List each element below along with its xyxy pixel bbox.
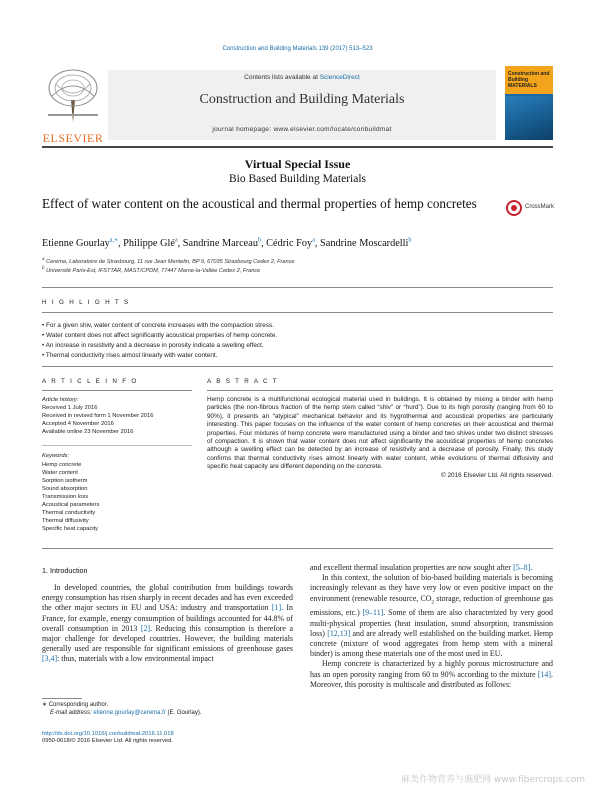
keyword: Thermal diffusivity (42, 518, 89, 525)
citation-link[interactable]: [2] (140, 623, 151, 633)
crossmark-label: CrossMark (525, 204, 555, 210)
crossmark-icon (506, 200, 522, 216)
email-link[interactable]: etienne.gourlay@cerema.fr (93, 710, 166, 716)
author: Sandrine Marceau$^b$, (182, 238, 267, 250)
email-label: E-mail address: (50, 710, 92, 716)
footnote: ∗ Corresponding author. E-mail address: etienne.gourlay@cerema.fr (E. Gourlay). (42, 702, 202, 716)
contents-line (108, 74, 496, 81)
doi-link[interactable]: http://dx.doi.org/10.1016/j.conbuildmat.2016.11.018 (42, 731, 174, 737)
keyword: Acoustical parameters (42, 502, 100, 509)
citation-link[interactable]: [9–11] (362, 608, 384, 618)
elsevier-logo (42, 66, 104, 145)
highlight-item: • Thermal conductivity rises almost linearly with water content. (42, 351, 553, 361)
citation-link[interactable]: [14] (537, 669, 552, 679)
journal-homepage (108, 126, 496, 133)
author: Cédric Foy$^a$, (266, 238, 321, 250)
abstract (207, 396, 553, 480)
bottom-reference (42, 731, 342, 746)
author-list (42, 237, 553, 249)
special-issue-subtitle: Bio Based Building Materials (228, 173, 367, 185)
history-label: Article history: (42, 397, 79, 403)
paragraph: In developed countries, the global contribution from buildings towards energy consumption has risen sharply in recent decades and has even exceeded the other major sectors in EU and USA: industry and transportation [1]. In France, for example, energy consumption of buildings accounted for 44.8% of overall consumption in 2013 [2]. Reducing this consumption is therefore a major challenge for developed countries. However, the building materials generally used are responsible for significant emissions of greenhouse gases [3,4]: thus, materials with a low environmental impact (42, 583, 293, 664)
divider (207, 390, 553, 391)
corresponding-author: Corresponding author. (48, 702, 109, 708)
history-item: Received 1 July 2016 (42, 405, 98, 412)
divider (42, 366, 553, 367)
highlight-item: • An increase in resistivity and a decrease in porosity indicate a swelling effect. (42, 341, 553, 351)
author-affiliation-link[interactable]: a,∗ (109, 238, 119, 244)
highlights-heading: H I G H L I G H T S (42, 299, 130, 306)
divider (42, 312, 553, 313)
intro-left-column (42, 583, 293, 665)
highlights-list (42, 321, 553, 361)
affiliation: $^b$ Université Paris-Est, IFSTTAR, MAST/CPDM, 77447 Marne-la-Vallée Cedex 2, France (42, 265, 261, 274)
article-title: Effect of water content on the acoustical and thermal properties of hemp concretes (42, 196, 477, 211)
elsevier-wordmark: ELSEVIER (42, 131, 104, 145)
homepage-prefix: journal homepage: (212, 126, 272, 133)
journal-reference[interactable]: Construction and Building Materials 139 (2017) 513–523 (222, 46, 373, 52)
paragraph: and excellent thermal insulation properties are now sought after [5–8]. (310, 563, 533, 572)
homepage-url-link[interactable]: www.elsevier.com/locate/conbuildmat (273, 126, 392, 133)
history-item: Received in revised form 1 November 2016 (42, 413, 154, 420)
cover-image (505, 96, 553, 140)
history-item: Available online 23 November 2016 (42, 429, 134, 436)
contents-prefix: Contents lists available at (244, 74, 318, 81)
watermark: 麻类作物营养与施肥网 www.fibercrops.com (401, 775, 585, 785)
keyword: Hemp concrete (42, 461, 82, 468)
affiliation: $^a$ Cerema, Laboratoire de Strasbourg, 11 rue Jean Mentelin, BP 9, 67035 Strasbourg Cedex 2, France (42, 256, 295, 265)
paragraph: Hemp concrete is characterized by a highly porous microstructure and has an open porosity ranging from 60 to 90% according to the mixture [14]. Moreover, this porosity is multiscale and distributed as follows: (310, 659, 553, 689)
keyword: Water content (42, 469, 78, 476)
paragraph: In this context, the solution of bio-based building materials is becoming increasingly relevant as they have very low or even positive impact on the environment (renewable resource, $CO_2$ storage, reduction of greenhouse gas emissions, etc.) [9–11]. Some of them are also characterized by very good multi-physical properties (heat insulation, sound absorption, transmission loss) [12,13] and are already well established on the building market. Hemp concrete (mixture of wood aggregates from hemp stem with a mineral binder) is among these materials one of the most used in EU. (310, 573, 553, 659)
divider (42, 390, 192, 391)
keyword: Sound absorption (42, 485, 88, 492)
keyword: Transmission loss (42, 493, 89, 500)
keyword: Sorption isotherm (42, 477, 88, 484)
crossmark-badge[interactable] (506, 200, 566, 220)
elsevier-tree-icon (42, 66, 104, 124)
journal-title: Construction and Building Materials (199, 92, 405, 107)
highlight-item: • Water content does not affect significantly acoustical properties of hemp concrete. (42, 331, 553, 341)
author: Sandrine Moscardelli$^b$ (320, 238, 412, 250)
header-divider (42, 146, 553, 148)
author-affiliation-link[interactable]: a (174, 238, 178, 244)
journal-cover (505, 66, 553, 140)
citation-link[interactable]: [12,13] (327, 628, 351, 638)
footnote-marker: ∗ (42, 702, 48, 708)
copyright: © 2016 Elsevier Ltd. All rights reserved. (441, 471, 553, 479)
cover-title: Construction and Building MATERIALS (508, 71, 550, 89)
author: Philippe Glé$^a$, (123, 238, 183, 250)
keyword: Specific heat capacity (42, 526, 99, 533)
author-affiliation-link[interactable]: b (408, 238, 412, 244)
section-heading: 1. Introduction (42, 566, 88, 575)
intro-right-column (310, 563, 553, 690)
divider (42, 287, 553, 288)
issn-line: 0950-0618/© 2016 Elsevier Ltd. All rights reserved. (42, 738, 173, 745)
citation-link[interactable]: [3,4] (42, 654, 58, 664)
abstract-text: Hemp concrete is a multifunctional ecological material used in buildings. It is obtained by mixing a binder with hemp particles (the non-fibrous fraction of the hemp stem called “shiv” or “hurd”). Due to its high porosity (ranging from 60 to 90%), it presents an “atypical” mechanical behavior and its hygrothermal and acoustical properties are particularly interesting. This paper focuses on the influence of the water content of hemp concretes on their acoustical and thermal properties. Four mixtures of hemp concrete were manufactured using a binder and two shives under two distinct stresses of compaction. It is shown that water content does not affect significantly the acoustical properties of hemp concretes although a swelling effect can be detected by an increase of resistivity and a decrease of porosity. Finally, this study confirms that thermal conductivity rises almost linearly with water content, while evolutions of thermal diffusivity and specific heat capacity are different depending on the concrete. (207, 396, 553, 471)
article-info-heading: A R T I C L E I N F O (42, 378, 139, 385)
author-affiliation-link[interactable]: b (257, 238, 261, 244)
article-info (42, 396, 192, 533)
citation-link[interactable]: [1] (271, 603, 282, 613)
sciencedirect-link[interactable]: ScienceDirect (319, 74, 360, 81)
abstract-heading: A B S T R A C T (207, 378, 279, 385)
author: Etienne Gourlay$^{a,∗}$, (42, 238, 124, 250)
citation-link[interactable]: [5–8] (513, 563, 531, 572)
divider (42, 548, 553, 549)
highlight-item: • For a given shiv, water content of concrete increases with the compaction stress. (42, 321, 553, 331)
history-item: Accepted 4 November 2016 (42, 421, 114, 428)
special-issue-title: Virtual Special Issue (244, 157, 351, 171)
journal-header (108, 70, 496, 140)
author-affiliation-link[interactable]: a (312, 238, 315, 244)
footnote-rule (42, 698, 82, 699)
keyword: Thermal conductivity (42, 510, 96, 517)
keywords-label: Keywords: (42, 453, 70, 460)
